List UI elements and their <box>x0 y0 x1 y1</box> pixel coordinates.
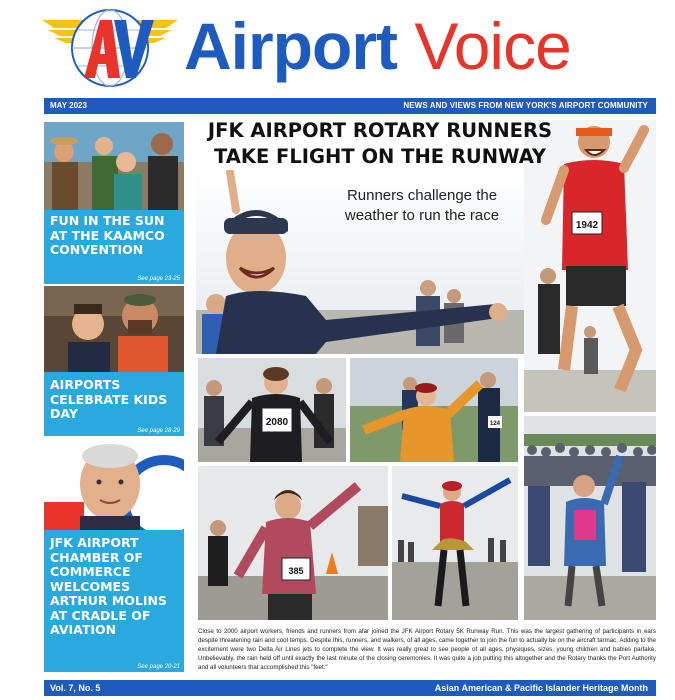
sidebar-page-ref: See page 20-21 <box>137 664 180 670</box>
lead-headline-line1: JFK AIRPORT ROTARY RUNNERS <box>207 119 553 142</box>
lead-headline-line2: TAKE FLIGHT ON THE RUNWAY <box>213 145 547 168</box>
sidebar-story-convention[interactable] <box>44 210 184 284</box>
lead-deck <box>322 186 522 226</box>
bib-number: 385 <box>288 566 304 576</box>
masthead-title-airport: Airport <box>184 9 397 83</box>
heritage-month: Asian American & Pacific Islander Heritage Month <box>434 683 648 693</box>
sidebar-headline: JFK AIRPORT CHAMBER OF COMMERCE WELCOMES ARTHUR MOLINS AT CRADLE OF AVIATION <box>50 535 167 637</box>
bib-number: 124 <box>489 421 501 427</box>
sidebar-page-ref: See page 28-29 <box>137 428 180 434</box>
sidebar-photo-arthur-molins[interactable] <box>44 438 184 530</box>
bib-number: 1942 <box>575 220 599 231</box>
sidebar-headline: FUN IN THE SUN AT THE KAAMCO CONVENTION <box>50 213 165 257</box>
lead-headline[interactable] <box>190 118 570 170</box>
lead-deck-line2: weather to run the race <box>344 207 500 224</box>
date-bar <box>44 98 656 114</box>
lead-caption: Close to 2000 airport workers, friends and runners from afar joined the JFK Airport Rotary 5K Runway Run. This was the largest gathering of participants in ears despite threatening rain and cool temps. Despite this, runners, and walkers, of all ages, came together to join the fun to actually be on the aircraft tarmac. Adding to the excitement were two Delta Air Lines jets to complete the view. It was really great to see people of all ages, physiques, sizes, young children and babies partake. Unbelievably, the rain held off until exactly the last minute of the closing ceremonies. It was quite a job putting this altogether and the Rotary thanks the Port Authority and all volunteers that accomplished this "feet." <box>198 628 656 671</box>
photo-runner-2080[interactable] <box>198 358 346 462</box>
masthead-title[interactable] <box>184 4 571 88</box>
volume-number: Vol. 7, No. 5 <box>50 683 101 693</box>
sidebar <box>44 122 184 672</box>
sidebar-story-kids-day[interactable] <box>44 372 184 436</box>
sidebar-photo-kids-day[interactable] <box>44 286 184 372</box>
issue-date: MAY 2023 <box>50 101 87 110</box>
photo-crowd-runners[interactable] <box>524 416 656 620</box>
airport-voice-logo[interactable] <box>40 6 180 90</box>
sidebar-photo-convention[interactable] <box>44 122 184 210</box>
sidebar-story-chamber[interactable] <box>44 530 184 672</box>
photo-runner-arms-wide[interactable] <box>392 466 518 620</box>
masthead-title-voice: Voice <box>414 9 571 83</box>
sidebar-headline: AIRPORTS CELEBRATE KIDS DAY <box>50 377 168 421</box>
photo-runner-385[interactable] <box>198 466 388 620</box>
sidebar-page-ref: See page 23-25 <box>137 276 180 282</box>
photo-runners-orange-jacket[interactable] <box>350 358 518 462</box>
footer-bar <box>44 680 656 696</box>
tagline: NEWS AND VIEWS FROM NEW YORK'S AIRPORT COMMUNITY <box>403 101 648 110</box>
bib-number: 2080 <box>265 417 289 428</box>
lead-deck-line1: Runners challenge the <box>346 187 498 204</box>
